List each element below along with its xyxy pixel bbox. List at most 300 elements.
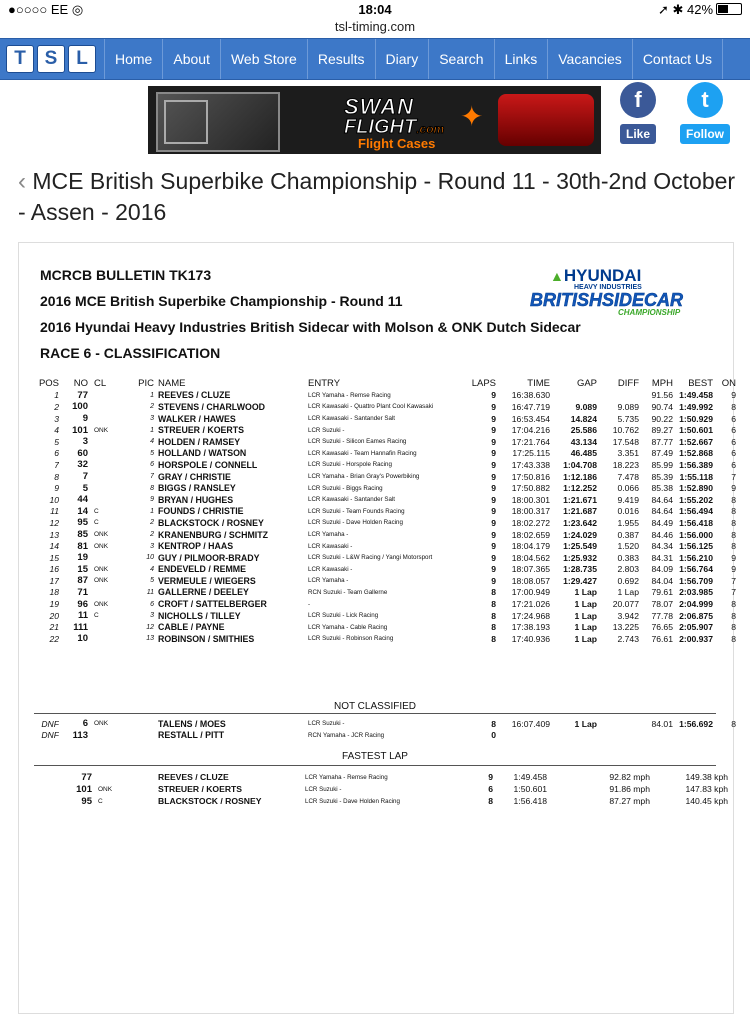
fastest-lap-row xyxy=(34,795,728,807)
fastest-kph: 149.38 kph xyxy=(685,772,728,782)
cell-time: 18:00.301 xyxy=(511,494,550,505)
cell-best: 1:49.992 xyxy=(679,401,713,412)
cell-mph: 85.39 xyxy=(651,471,673,482)
cell-time: 16:38.630 xyxy=(511,390,550,401)
cell-pos: 16 xyxy=(49,564,59,575)
column-header-number: NO xyxy=(73,378,88,390)
race-title: RACE 6 - CLASSIFICATION xyxy=(40,345,221,361)
championship-text: CHAMPIONSHIP xyxy=(618,308,681,317)
cell-entry: LCR Suzuki - Team Founds Racing xyxy=(308,507,405,515)
fastest-lap-heading: FASTEST LAP xyxy=(342,751,408,762)
table-row xyxy=(34,540,736,552)
cell-name: TALENS / MOES xyxy=(158,718,226,729)
cell-gap: 1:21.671 xyxy=(563,494,597,505)
cell-number: 111 xyxy=(73,621,88,633)
nav-search[interactable]: Search xyxy=(428,39,493,79)
twitter-icon[interactable]: t xyxy=(687,82,723,118)
cell-pic: 4 xyxy=(150,438,154,446)
cell-best: 1:56.692 xyxy=(679,718,713,729)
cell-entry: LCR Yamaha - Brian Gray's Powerbiking xyxy=(308,473,420,481)
cell-gap: 43.134 xyxy=(570,436,597,447)
cell-laps: 9 xyxy=(491,448,496,459)
cell-on: 9 xyxy=(731,390,736,401)
status-right xyxy=(658,2,742,18)
cell-number: 81 xyxy=(77,540,88,552)
cell-time: 16:53.454 xyxy=(511,413,550,424)
cell-number: 87 xyxy=(77,575,88,587)
cell-on: 8 xyxy=(731,529,736,540)
cell-class: ONK xyxy=(94,426,109,434)
cell-gap: 1 Lap xyxy=(574,599,597,610)
column-header-diff: DIFF xyxy=(617,378,639,390)
cell-diff xyxy=(597,390,639,402)
cell-best: 2:05.907 xyxy=(679,622,713,633)
cell-number: 44 xyxy=(77,494,88,506)
cell-number: 101 xyxy=(72,424,88,436)
cell-laps: 9 xyxy=(491,483,496,494)
cell-time: 17:43.338 xyxy=(511,459,550,470)
cell-entry: LCR Suzuki - xyxy=(308,426,345,434)
cell-pic: 13 xyxy=(146,635,154,643)
cell-number: 71 xyxy=(77,586,88,598)
cell-number: 95 xyxy=(77,517,88,529)
cell-pic: 8 xyxy=(150,484,154,492)
cell-pic: 10 xyxy=(146,554,154,562)
bulletin-number: MCRCB BULLETIN TK173 xyxy=(40,267,212,283)
cell-name: KENTROP / HAAS xyxy=(158,541,234,552)
cell-best: 2:00.937 xyxy=(679,633,713,644)
cell-diff: 13.225 xyxy=(612,622,639,633)
cell-pos: 22 xyxy=(49,633,59,644)
cell-class: ONK xyxy=(94,720,109,728)
cell-pic: 2 xyxy=(150,531,154,539)
table-row xyxy=(34,459,736,471)
cell-mph: 90.22 xyxy=(651,413,673,424)
fastest-lap: 6 xyxy=(488,784,493,794)
cell-gap: 1:04.708 xyxy=(563,459,597,470)
cell-number: 6 xyxy=(82,718,88,730)
facebook-like-button[interactable]: Like xyxy=(620,124,656,144)
fastest-kph: 147.83 kph xyxy=(685,784,728,794)
cell-pos: DNF xyxy=(41,718,59,729)
cell-on: 8 xyxy=(731,599,736,610)
tsl-logo[interactable] xyxy=(6,45,96,73)
event-title: 2016 MCE British Superbike Championship - Round 11 xyxy=(40,293,403,309)
table-row xyxy=(34,633,736,645)
hyundai-word: HYUNDAI xyxy=(563,266,642,285)
facebook-icon[interactable]: f xyxy=(620,82,656,118)
cell-laps: 8 xyxy=(491,599,496,610)
carrier-signal: ●○○○○ EE ◎ xyxy=(8,2,84,17)
fastest-number: 101 xyxy=(76,783,92,795)
cell-pic: 5 xyxy=(150,577,154,585)
cell-name: GALLERNE / DEELEY xyxy=(158,587,249,598)
cell-laps: 9 xyxy=(491,390,496,401)
cell-time: 16:07.409 xyxy=(511,718,550,729)
page-title xyxy=(18,166,738,227)
cell-name: STEVENS / CHARLWOOD xyxy=(158,401,266,412)
cell-entry: LCR Yamaha - xyxy=(308,577,349,585)
cell-laps: 8 xyxy=(491,610,496,621)
nav-diary[interactable]: Diary xyxy=(375,39,429,79)
cell-class xyxy=(88,448,125,460)
cell-entry: - xyxy=(308,600,311,608)
cell-pic: 7 xyxy=(150,473,154,481)
cell-laps: 9 xyxy=(491,552,496,563)
cell-laps: 0 xyxy=(491,730,496,741)
cell-pos: 12 xyxy=(49,517,59,528)
cell-name: BLACKSTOCK / ROSNEY xyxy=(158,517,264,528)
cell-name: CABLE / PAYNE xyxy=(158,622,225,633)
cell-number: 3 xyxy=(82,436,88,448)
cell-diff xyxy=(597,718,639,730)
cell-time: 17:50.816 xyxy=(511,471,550,482)
cell-laps: 9 xyxy=(491,436,496,447)
fastest-time: 1:49.458 xyxy=(513,772,547,782)
cell-mph: 84.01 xyxy=(651,718,673,729)
cell-best: 1:52.667 xyxy=(679,436,713,447)
cell-class xyxy=(88,633,125,645)
cell-number: 96 xyxy=(77,598,88,610)
table-header xyxy=(34,378,736,390)
cell-number: 11 xyxy=(77,610,88,622)
cell-diff: 17.548 xyxy=(612,436,639,447)
cell-number: 77 xyxy=(77,389,88,401)
table-row xyxy=(34,448,736,460)
heavy-industries-text: HEAVY INDUSTRIES xyxy=(574,284,642,291)
cell-name: NICHOLLS / TILLEY xyxy=(158,610,241,621)
british-word: BRITISH xyxy=(530,290,602,310)
cell-pic: 5 xyxy=(150,449,154,457)
fastest-lap: 8 xyxy=(488,796,493,806)
not-classified-heading: NOT CLASSIFIED xyxy=(333,701,417,712)
cell-diff: 20.077 xyxy=(612,599,639,610)
cell-laps: 9 xyxy=(491,564,496,575)
cell-class xyxy=(88,413,125,425)
fastest-time: 1:56.418 xyxy=(513,796,547,806)
fastest-number: 77 xyxy=(81,771,92,783)
twitter-widget[interactable] xyxy=(680,82,730,144)
table-row xyxy=(34,413,736,425)
cell-mph xyxy=(639,730,673,742)
banner-brand-domain: .com xyxy=(416,122,445,136)
cell-on: 8 xyxy=(731,541,736,552)
cell-pic: 1 xyxy=(150,426,154,434)
cell-name: ROBINSON / SMITHIES xyxy=(158,633,255,644)
cell-diff xyxy=(597,730,639,742)
divider xyxy=(34,765,716,766)
cell-diff: 2.743 xyxy=(617,633,639,644)
cell-time: 17:24.968 xyxy=(511,610,550,621)
cell-on: 8 xyxy=(731,517,736,528)
cell-diff: 3.351 xyxy=(617,448,639,459)
cell-time: 17:04.216 xyxy=(511,425,550,436)
cell-mph: 89.27 xyxy=(651,425,673,436)
cell-pos: 6 xyxy=(54,448,59,459)
cell-class xyxy=(88,471,125,483)
cell-mph: 84.04 xyxy=(651,575,673,586)
cell-time: 17:25.115 xyxy=(512,448,550,459)
table-row xyxy=(34,482,736,494)
cell-pos: 2 xyxy=(54,401,59,412)
cell-name: VERMEULE / WIEGERS xyxy=(158,575,256,586)
cell-time: 18:07.365 xyxy=(511,564,550,575)
fastest-name: REEVES / CLUZE xyxy=(158,772,229,782)
cell-pic: 2 xyxy=(150,519,154,527)
cell-number: 5 xyxy=(82,482,88,494)
cell-gap: 1:12.252 xyxy=(563,483,597,494)
cell-entry: LCR Suzuki - xyxy=(308,720,345,728)
column-header-gap: GAP xyxy=(576,378,597,390)
cell-best: 1:55.202 xyxy=(679,494,713,505)
cell-mph: 76.65 xyxy=(651,622,673,633)
cell-time: 17:21.764 xyxy=(511,436,550,447)
cell-entry: LCR Kawasaki - Santander Salt xyxy=(308,415,396,423)
cell-mph: 90.74 xyxy=(651,401,673,412)
cell-gap: 1 Lap xyxy=(574,718,597,729)
table-row xyxy=(34,598,736,610)
cell-mph: 84.31 xyxy=(651,552,673,563)
cell-pos: 9 xyxy=(54,483,59,494)
cell-name: RESTALL / PITT xyxy=(158,730,225,741)
cell-time: 18:04.179 xyxy=(511,541,550,552)
cell-name: BRYAN / HUGHES xyxy=(158,494,234,505)
cell-class xyxy=(88,587,125,599)
fastest-class xyxy=(92,771,158,783)
fastest-entry: LCR Suzuki - xyxy=(305,785,342,793)
class-title: 2016 Hyundai Heavy Industries British Sidecar with Molson & ONK Dutch Sidecar xyxy=(40,319,581,335)
cell-best: 1:50.929 xyxy=(679,413,713,424)
cell-time: 17:21.026 xyxy=(511,599,550,610)
cell-on: 7 xyxy=(731,471,736,482)
cell-laps: 9 xyxy=(491,541,496,552)
twitter-follow-button[interactable]: Follow xyxy=(680,124,730,144)
status-bar xyxy=(0,0,750,20)
cell-on: 8 xyxy=(731,610,736,621)
cell-gap: 1:25.932 xyxy=(563,552,597,563)
cell-pos: 14 xyxy=(49,541,59,552)
fastest-class: C xyxy=(98,797,103,805)
cell-entry: LCR Kawasaki - Quattro Plant Cool Kawasaki xyxy=(308,403,434,411)
cell-number: 60 xyxy=(77,447,88,459)
table-row xyxy=(34,517,736,529)
page-title-text: MCE British Superbike Championship - Round 11 - 30th-2nd October - Assen - 2016 xyxy=(18,168,736,225)
cell-best: 1:52.868 xyxy=(679,448,713,459)
cell-name: WALKER / HAWES xyxy=(158,413,236,424)
cell-diff: 0.016 xyxy=(617,506,639,517)
cell-pic: 11 xyxy=(146,588,154,596)
cell-on: 8 xyxy=(731,622,736,633)
cell-time: 17:00.949 xyxy=(511,587,550,598)
cell-best: 2:04.999 xyxy=(679,599,713,610)
cell-class: C xyxy=(94,612,99,620)
fastest-lap-row xyxy=(34,783,728,795)
nav-about[interactable]: About xyxy=(162,39,220,79)
cell-pos: DNF xyxy=(41,730,59,741)
cell-pic: 2 xyxy=(150,403,154,411)
column-header-mph: MPH xyxy=(651,378,673,390)
cell-mph: 84.64 xyxy=(651,494,673,505)
cell-class xyxy=(88,494,125,506)
cell-laps: 9 xyxy=(491,517,496,528)
fastest-kph: 140.45 kph xyxy=(685,796,728,806)
cell-mph: 84.49 xyxy=(651,517,673,528)
table-row xyxy=(34,730,736,742)
table-row xyxy=(34,621,736,633)
cell-pos: 13 xyxy=(49,529,59,540)
cell-pos: 3 xyxy=(54,413,59,424)
column-header-name: NAME xyxy=(158,378,186,390)
cell-diff: 5.735 xyxy=(617,413,639,424)
cell-laps: 8 xyxy=(491,587,496,598)
cell-on: 8 xyxy=(731,401,736,412)
cell-on: 6 xyxy=(731,448,736,459)
cell-pos: 19 xyxy=(49,599,59,610)
cell-class xyxy=(88,390,125,402)
battery-label: ➚ ✱ 42% xyxy=(657,2,713,17)
table-row xyxy=(34,436,736,448)
column-header-laps: LAPS xyxy=(471,378,496,390)
fastest-lap-table xyxy=(34,771,728,807)
nav-results[interactable]: Results xyxy=(307,39,375,79)
cell-best: 2:06.875 xyxy=(679,610,713,621)
column-header-on: ON xyxy=(721,378,736,390)
cell-pic: 12 xyxy=(146,623,154,631)
cell-gap: 1:21.687 xyxy=(563,506,597,517)
facebook-widget[interactable] xyxy=(620,82,656,144)
table-row xyxy=(34,506,736,518)
cell-time: 17:40.936 xyxy=(511,633,550,644)
table-row xyxy=(34,610,736,622)
cell-entry: LCR Suzuki - Robinson Racing xyxy=(308,635,394,643)
cell-on: 8 xyxy=(731,718,736,729)
cell-name: ENDEVELD / REMME xyxy=(158,564,246,575)
cell-mph: 84.64 xyxy=(651,506,673,517)
nav-contact-us[interactable]: Contact Us xyxy=(632,39,723,79)
cell-mph: 84.46 xyxy=(651,529,673,540)
cell-class xyxy=(88,436,125,448)
cell-laps: 9 xyxy=(491,575,496,586)
cell-entry: LCR Suzuki - Biggs Racing xyxy=(308,484,383,492)
column-header-time: TIME xyxy=(527,378,550,390)
cell-entry: LCR Suzuki - Silicon Eames Racing xyxy=(308,438,407,446)
cell-diff: 7.478 xyxy=(617,471,639,482)
fastest-mph: 91.86 mph xyxy=(609,784,650,794)
fastest-entry: LCR Suzuki - Dave Holden Racing xyxy=(305,797,400,805)
cell-number: 32 xyxy=(77,459,88,471)
not-classified-table xyxy=(34,718,736,741)
table-row xyxy=(34,718,736,730)
cell-on: 6 xyxy=(731,425,736,436)
nav-links[interactable]: Links xyxy=(494,39,548,79)
cell-pos: 15 xyxy=(49,552,59,563)
cell-gap: 1:23.642 xyxy=(563,517,597,528)
hyundai-triangle-icon: ▲ xyxy=(550,268,564,284)
cell-best: 1:56.764 xyxy=(679,564,713,575)
cell-pos: 21 xyxy=(49,622,59,633)
cell-pic: 6 xyxy=(150,600,154,608)
fastest-name: STREUER / KOERTS xyxy=(158,784,243,794)
cell-laps: 8 xyxy=(491,718,496,729)
cell-pic: 6 xyxy=(150,461,154,469)
cell-number: 19 xyxy=(77,552,88,564)
nav-web-store[interactable]: Web Store xyxy=(220,39,307,79)
cell-number: 7 xyxy=(82,471,88,483)
column-header-class: CL xyxy=(94,378,107,390)
cell-diff: 1.520 xyxy=(617,541,639,552)
cell-pos: 11 xyxy=(50,506,59,517)
nav-vacancies[interactable]: Vacancies xyxy=(547,39,632,79)
cell-on: 9 xyxy=(731,564,736,575)
fastest-mph: 92.82 mph xyxy=(609,772,650,782)
top-navigation xyxy=(0,38,750,80)
cell-laps: 8 xyxy=(491,622,496,633)
back-chevron-icon[interactable]: ‹ xyxy=(18,168,26,195)
cell-entry: LCR Kawasaki - xyxy=(308,565,353,573)
banner-brand-swan: SWAN xyxy=(344,94,414,119)
cell-entry: LCR Kawasaki - xyxy=(308,542,353,550)
cell-best: 1:50.601 xyxy=(679,425,713,436)
cell-entry: LCR Kawasaki - Santander Salt xyxy=(308,496,396,504)
column-header-entry: ENTRY xyxy=(308,378,341,390)
cell-entry: LCR Suzuki - Lick Racing xyxy=(308,612,379,620)
cell-class: C xyxy=(94,507,99,515)
fastest-entry: LCR Yamaha - Remse Racing xyxy=(305,773,388,781)
cell-mph: 91.56 xyxy=(651,390,673,401)
cell-mph: 87.77 xyxy=(651,436,673,447)
cell-best: 1:56.000 xyxy=(679,529,713,540)
cell-laps: 9 xyxy=(491,494,496,505)
cell-best: 1:56.210 xyxy=(679,552,713,563)
cell-pos: 8 xyxy=(54,471,59,482)
cell-on: 8 xyxy=(731,506,736,517)
fastest-number: 95 xyxy=(81,795,92,807)
cell-class: ONK xyxy=(94,531,109,539)
cell-name: FOUNDS / CHRISTIE xyxy=(158,506,244,517)
cell-entry: LCR Yamaha - Cable Racing xyxy=(308,623,388,631)
cell-diff: 9.419 xyxy=(617,494,639,505)
cell-diff: 1.955 xyxy=(617,517,639,528)
cell-laps: 9 xyxy=(491,401,496,412)
cell-time: 16:47.719 xyxy=(511,401,550,412)
cell-mph: 78.07 xyxy=(651,599,673,610)
cell-number: 113 xyxy=(72,729,88,741)
cell-best: 1:56.125 xyxy=(679,541,713,552)
cell-entry: LCR Kawasaki - Team Hannafin Racing xyxy=(308,449,417,457)
cell-mph: 85.38 xyxy=(651,483,673,494)
cell-best: 1:56.418 xyxy=(679,517,713,528)
cell-diff: 0.066 xyxy=(617,483,639,494)
swan-flight-banner[interactable] xyxy=(148,86,601,154)
cell-entry: RCN Yamaha - JCR Racing xyxy=(308,731,385,739)
cell-mph: 85.99 xyxy=(651,459,673,470)
cell-laps: 9 xyxy=(491,413,496,424)
cell-best xyxy=(673,730,713,742)
cell-gap: 14.824 xyxy=(570,413,597,424)
flight-case-image xyxy=(156,92,280,152)
nav-home[interactable]: Home xyxy=(104,39,162,79)
cell-gap: 1:24.029 xyxy=(563,529,597,540)
cell-class: ONK xyxy=(94,600,109,608)
column-header-pic: PIC xyxy=(138,378,154,390)
cell-laps: 9 xyxy=(491,425,496,436)
cell-gap: 1 Lap xyxy=(574,622,597,633)
cell-diff: 0.692 xyxy=(617,575,639,586)
cell-pic: 3 xyxy=(150,542,154,550)
logo-letter: T xyxy=(6,45,34,73)
table-row xyxy=(34,575,736,587)
url-bar[interactable]: tsl-timing.com xyxy=(334,19,416,34)
